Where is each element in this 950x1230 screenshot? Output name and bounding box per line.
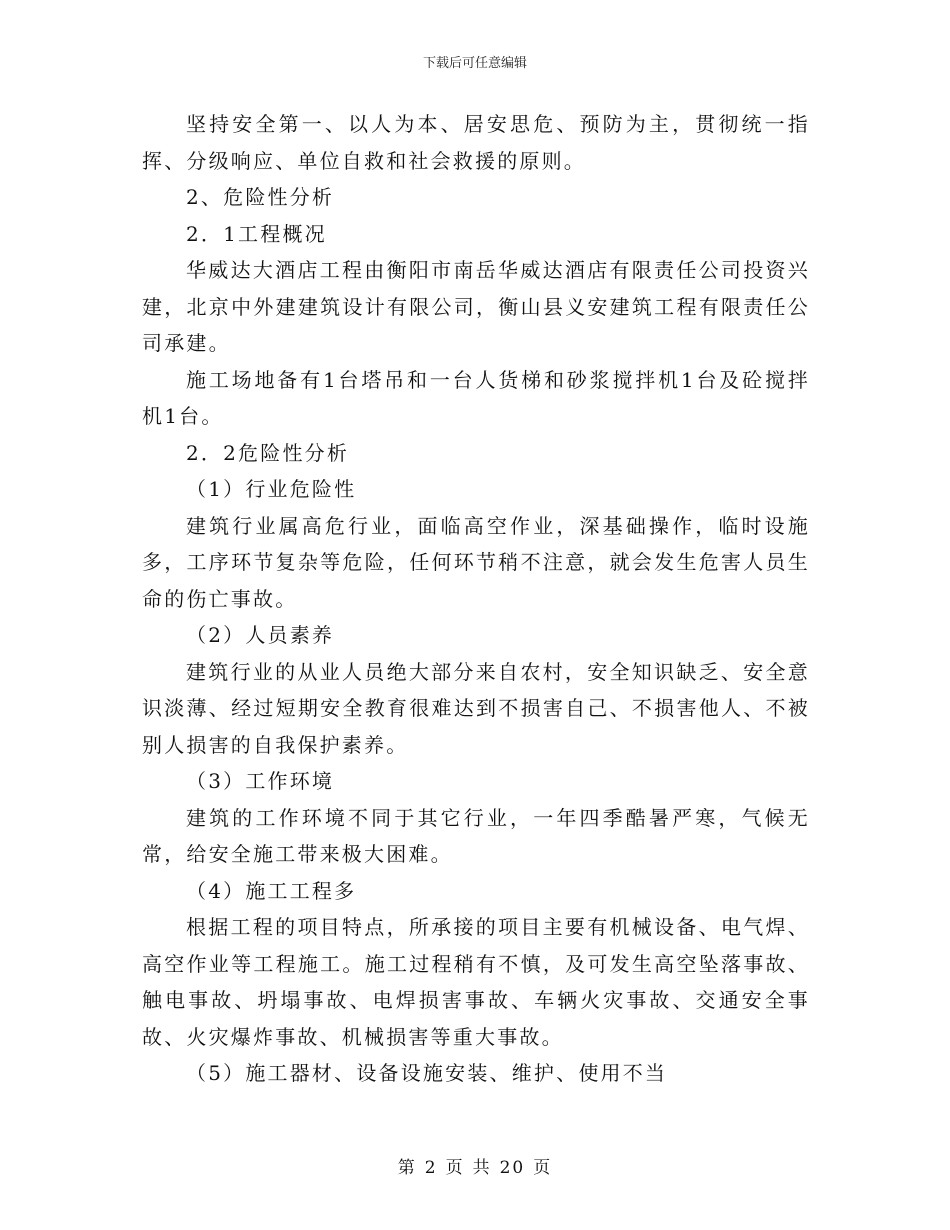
paragraph-project-overview: 华威达大酒店工程由衡阳市南岳华威达酒店有限责任公司投资兴建，北京中外建建筑设计有限公司，衡山县义安建筑工程有限责任公司承建。: [142, 258, 810, 355]
subsection-heading-risk-analysis: 2．2危险性分析: [186, 440, 350, 465]
page-header: 下载后可任意编辑: [422, 56, 527, 71]
item-heading-industry-risk: （1）行业危险性: [186, 477, 357, 501]
paragraph-personnel: 建筑行业的从业人员绝大部分来自农村，安全知识缺乏、安全意识淡薄、经过短期安全教育很难达到不损害自己、不损害他人、不被别人损害的自我保护素养。: [142, 659, 810, 757]
document-body: [142, 106, 810, 1092]
section-heading-risk-analysis: 2、危险性分析: [186, 185, 335, 209]
subsection-heading-project-overview: 2．1工程概况: [186, 221, 327, 246]
item-heading-equipment-misuse: （5）施工器材、设备设施安装、维护、使用不当: [186, 1061, 668, 1085]
footer-total-prefix: 共: [472, 1158, 492, 1178]
footer-page-unit: 页: [445, 1158, 465, 1178]
paragraph-site-equipment: 施工场地备有1台塔吊和一台人货梯和砂浆搅拌机1台及砼搅拌机1台。: [142, 367, 810, 428]
footer-prefix: 第: [397, 1158, 417, 1178]
footer-total-unit: 页: [533, 1158, 553, 1178]
paragraph-principle: 坚持安全第一、以人为本、居安思危、预防为主，贯彻统一指挥、分级响应、单位自救和社会救援的原则。: [142, 112, 810, 173]
item-heading-many-projects: （4）施工工程多: [186, 878, 357, 903]
paragraph-many-projects: 根据工程的项目特点，所承接的项目主要有机械设备、电气焊、高空作业等工程施工。施工过程稍有不慎，及可发生高空坠落事故、触电事故、坍塌事故、电焊损害事故、车辆火灾事故、交通安全事故、火灾爆炸事故、机械损害等重大事故。: [142, 915, 810, 1049]
footer-total-pages: 20: [499, 1158, 526, 1178]
paragraph-work-environment: 建筑的工作环境不同于其它行业，一年四季酷暑严寒，气候无常，给安全施工带来极大困难。: [142, 805, 810, 866]
page-footer: [0, 1153, 950, 1178]
footer-page-number: 2: [424, 1158, 438, 1178]
item-heading-personnel: （2）人员素养: [186, 623, 335, 647]
item-heading-work-environment: （3）工作环境: [186, 769, 335, 793]
paragraph-industry-risk: 建筑行业属高危行业，面临高空作业，深基础操作，临时设施多，工序环节复杂等危险，任何环节稍不注意，就会发生危害人员生命的伤亡事故。: [142, 513, 810, 611]
